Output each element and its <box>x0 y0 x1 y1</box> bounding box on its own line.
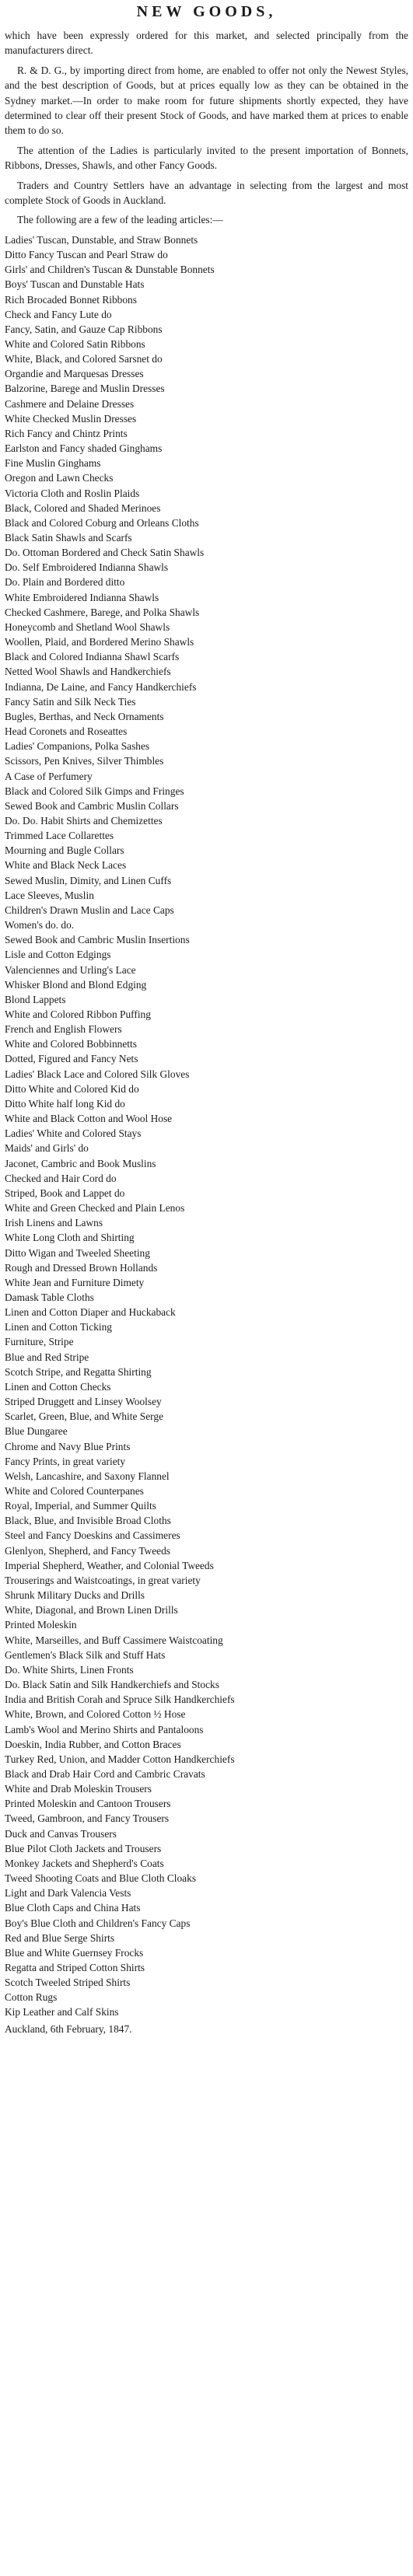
article-item: Rich Fancy and Chintz Prints <box>5 427 128 439</box>
article-item: Ladies' Tuscan, Dunstable, and Straw Bonnets <box>5 233 198 246</box>
advertisement <box>0 3 413 2576</box>
article-item: Do. Self Embroidered Indianna Shawls <box>5 561 169 574</box>
article-item: Ladies' Black Lace and Colored Silk Gloves <box>5 1068 190 1080</box>
article-item: Ditto Fancy Tuscan and Pearl Straw do <box>5 249 168 261</box>
article-item: Printed Moleskin and Cantoon Trousers <box>5 1798 171 1810</box>
article-item: Chrome and Navy Blue Prints <box>5 1440 131 1452</box>
article-item: Scotch Stripe, and Regatta Shirting <box>5 1365 152 1378</box>
article-item: Do. Plain and Bordered ditto <box>5 576 125 589</box>
article-item: Glenlyon, Shepherd, and Fancy Tweeds <box>5 1544 171 1557</box>
paragraph-leading-articles: The following are a few of the leading articles:— <box>17 214 223 226</box>
article-item: Children's Drawn Muslin and Lace Caps <box>5 904 174 916</box>
article-item: Black Satin Shawls and Scarfs <box>5 532 132 544</box>
article-item: Scarlet, Green, Blue, and White Serge <box>5 1410 164 1423</box>
article-item: Checked Cashmere, Barege, and Polka Shawls <box>5 606 200 618</box>
article-item: Scissors, Pen Knives, Silver Thimbles <box>5 755 164 767</box>
article-item: Light and Dark Valencia Vests <box>5 1887 131 1900</box>
article-item: Ladies' White and Colored Stays <box>5 1127 142 1140</box>
article-item: Dotted, Figured and Fancy Nets <box>5 1053 138 1065</box>
article-item: Kip Leather and Calf Skins <box>5 2006 119 2019</box>
article-item: French and English Flowers <box>5 1023 122 1036</box>
article-item: Girls' and Children's Tuscan & Dunstable Bonnets <box>5 264 215 276</box>
article-item: White, Brown, and Colored Cotton ½ Hose <box>5 1708 186 1721</box>
article-item: Blue Dungaree <box>5 1425 68 1438</box>
article-item: Sewed Muslin, Dimity, and Linen Cuffs <box>5 874 172 886</box>
article-item: White and Colored Counterpanes <box>5 1485 144 1497</box>
article-item: Lace Sleeves, Muslin <box>5 889 94 901</box>
article-item: White Long Cloth and Shirting <box>5 1232 135 1244</box>
article-item: Royal, Imperial, and Summer Quilts <box>5 1500 156 1512</box>
article-item: Imperial Shepherd, Weather, and Colonial Tweeds <box>5 1559 214 1571</box>
article-item: Victoria Cloth and Roslin Plaids <box>5 487 140 499</box>
article-item: Head Coronets and Roseattes <box>5 725 128 738</box>
article-item: White and Black Cotton and Wool Hose <box>5 1113 173 1125</box>
article-item: A Case of Perfumery <box>5 770 93 782</box>
article-item: Jaconet, Cambric and Book Muslins <box>5 1157 156 1169</box>
article-item: Linen and Cotton Diaper and Huckaback <box>5 1306 176 1319</box>
article-item: Shrunk Military Ducks and Drills <box>5 1589 145 1602</box>
article-item: Valenciennes and Urling's Lace <box>5 963 136 976</box>
paragraph-traders: Traders and Country Settlers have an advantage in selecting from the largest and most complete Stock of Goods in Auckland. <box>5 179 408 207</box>
article-item: Striped Druggett and Linsey Woolsey <box>5 1396 162 1408</box>
article-item: Irish Linens and Lawns <box>5 1217 103 1229</box>
article-item: Fancy, Satin, and Gauze Cap Ribbons <box>5 323 163 335</box>
article-item: Monkey Jackets and Shepherd's Coats <box>5 1857 164 1869</box>
article-item: White and Drab Moleskin Trousers <box>5 1783 152 1795</box>
article-item: White and Green Checked and Plain Lenos <box>5 1202 185 1215</box>
article-item: Trouserings and Waistcoatings, in great variety <box>5 1574 201 1586</box>
articles-list <box>5 232 408 2020</box>
article-item: Sewed Book and Cambric Muslin Collars <box>5 799 179 812</box>
article-item: Netted Wool Shawls and Handkerchiefs <box>5 666 171 678</box>
article-item: Damask Table Cloths <box>5 1291 94 1303</box>
article-item: Linen and Cotton Checks <box>5 1380 111 1393</box>
article-item: Tweed Shooting Coats and Blue Cloth Cloaks <box>5 1872 197 1885</box>
article-item: White, Diagonal, and Brown Linen Drills <box>5 1604 178 1617</box>
article-item: Black and Drab Hair Cord and Cambric Cravats <box>5 1767 205 1780</box>
article-item: Furniture, Stripe <box>5 1336 74 1348</box>
article-item: Sewed Book and Cambric Muslin Insertions <box>5 934 190 946</box>
article-item: Do. Black Satin and Silk Handkerchiefs and Stocks <box>5 1679 219 1691</box>
article-item: Bugles, Berthas, and Neck Ornaments <box>5 710 164 722</box>
article-item: Regatta and Striped Cotton Shirts <box>5 1962 145 1973</box>
article-item: Oregon and Lawn Checks <box>5 472 114 484</box>
article-item: Mourning and Bugle Collars <box>5 844 124 857</box>
article-item: Steel and Fancy Doeskins and Cassimeres <box>5 1529 180 1542</box>
article-item: Blue and Red Stripe <box>5 1351 89 1363</box>
article-item: Maids' and Girls' do <box>5 1142 89 1155</box>
article-item: White Embroidered Indianna Shawls <box>5 591 159 603</box>
article-item: White and Colored Bobbinnetts <box>5 1038 137 1050</box>
article-item: Striped, Book and Lappet do <box>5 1187 125 1199</box>
article-item: Lamb's Wool and Merino Shirts and Pantaloons <box>5 1723 204 1735</box>
headline: NEW GOODS, <box>136 3 277 20</box>
article-item: Indianna, De Laine, and Fancy Handkerchiefs <box>5 680 197 693</box>
article-item: Cashmere and Delaine Dresses <box>5 397 135 410</box>
article-item: Fine Muslin Ginghams <box>5 457 101 470</box>
article-item: Earlston and Fancy shaded Ginghams <box>5 442 163 455</box>
paragraph-ladies: The attention of the Ladies is particularly invited to the present importation of Bonnets, Ribbons, Dresses, Shawls, and other Fancy Goods. <box>5 144 408 172</box>
article-item: Blue Cloth Caps and China Hats <box>5 1902 141 1914</box>
article-item: Ditto Wigan and Tweeled Sheeting <box>5 1246 150 1259</box>
article-item: Tweed, Gambroon, and Fancy Trousers <box>5 1812 170 1825</box>
article-item: Turkey Red, Union, and Madder Cotton Handkerchiefs <box>5 1753 235 1765</box>
article-item: Scotch Tweeled Striped Shirts <box>5 1977 131 1989</box>
intro-text: which have been expressly ordered for this market, and selected principally from the manufacturers direct. <box>5 30 408 57</box>
article-item: Black, Colored and Shaded Merinoes <box>5 502 161 514</box>
article-item: Black and Colored Indianna Shawl Scarfs <box>5 651 180 663</box>
article-item: Checked and Hair Cord do <box>5 1172 117 1184</box>
article-item: Gentlemen's Black Silk and Stuff Hats <box>5 1648 166 1661</box>
article-item: Printed Moleskin <box>5 1619 77 1631</box>
article-item: Duck and Canvas Trousers <box>5 1827 117 1840</box>
article-item: Doeskin, India Rubber, and Cotton Braces <box>5 1738 181 1750</box>
article-item: Boy's Blue Cloth and Children's Fancy Caps <box>5 1917 191 1929</box>
article-item: Fancy Prints, in great variety <box>5 1455 126 1467</box>
article-item: White, Black, and Colored Sarsnet do <box>5 353 163 365</box>
article-item: Rough and Dressed Brown Hollands <box>5 1261 158 1274</box>
article-item: Ladies' Companions, Polka Sashes <box>5 740 150 753</box>
article-item: Welsh, Lancashire, and Saxony Flannel <box>5 1470 170 1482</box>
article-item: Fancy Satin and Silk Neck Ties <box>5 695 136 708</box>
article-item: Blue and White Guernsey Frocks <box>5 1946 144 1959</box>
article-item: White and Black Neck Laces <box>5 859 127 872</box>
paragraph-import-terms: R. & D. G., by importing direct from home, are enabled to offer not only the Newest Styles, and the best description of Goods, but at prices equally low as they can be obtained in the Sydney market.—In order to make room for future shipments shortly expected, they have determined to clear off their present Stock of Goods, and have marked them at prices to enable them to do so. <box>5 64 408 137</box>
article-item: Do. Ottoman Bordered and Check Satin Shawls <box>5 547 205 559</box>
article-item: Women's do. do. <box>5 919 75 931</box>
article-item: Ditto White half long Kid do <box>5 1097 125 1110</box>
article-item: White and Colored Ribbon Puffing <box>5 1008 151 1020</box>
article-item: Organdie and Marquesas Dresses <box>5 368 144 380</box>
article-item: Woollen, Plaid, and Bordered Merino Shawls <box>5 636 194 648</box>
article-item: Black and Colored Silk Gimps and Fringes <box>5 785 184 797</box>
article-item: Balzorine, Barege and Muslin Dresses <box>5 383 165 395</box>
article-item: Blond Lappets <box>5 993 66 1005</box>
article-item: Boys' Tuscan and Dunstable Hats <box>5 278 145 291</box>
article-item: Do. White Shirts, Linen Fronts <box>5 1663 134 1676</box>
article-item: White and Colored Satin Ribbons <box>5 337 145 350</box>
article-item: Black and Colored Coburg and Orleans Cloths <box>5 516 199 529</box>
article-item: Rich Brocaded Bonnet Ribbons <box>5 293 137 306</box>
article-item: Check and Fancy Lute do <box>5 308 112 320</box>
article-item: Whisker Blond and Blond Edging <box>5 978 147 991</box>
article-item: White, Marseilles, and Buff Cassimere Waistcoating <box>5 1634 223 1646</box>
article-item: Black, Blue, and Invisible Broad Cloths <box>5 1515 171 1527</box>
article-item: Cotton Rugs <box>5 1991 58 2004</box>
article-item: India and British Corah and Spruce Silk Handkerchiefs <box>5 1693 235 1706</box>
article-item: Lisle and Cotton Edgings <box>5 949 111 961</box>
article-item: Linen and Cotton Ticking <box>5 1321 113 1333</box>
article-item: White Jean and Furniture Dimety <box>5 1276 145 1288</box>
article-item: White Checked Muslin Dresses <box>5 412 137 425</box>
article-item: Honeycomb and Shetland Wool Shawls <box>5 620 170 633</box>
date-line: Auckland, 6th February, 1847. <box>5 2022 132 2035</box>
article-item: Red and Blue Serge Shirts <box>5 1931 115 1944</box>
article-item: Blue Pilot Cloth Jackets and Trousers <box>5 1842 162 1854</box>
article-item: Ditto White and Colored Kid do <box>5 1082 139 1095</box>
article-item: Trimmed Lace Collarettes <box>5 830 114 842</box>
article-item: Do. Do. Habit Shirts and Chemizettes <box>5 814 163 827</box>
